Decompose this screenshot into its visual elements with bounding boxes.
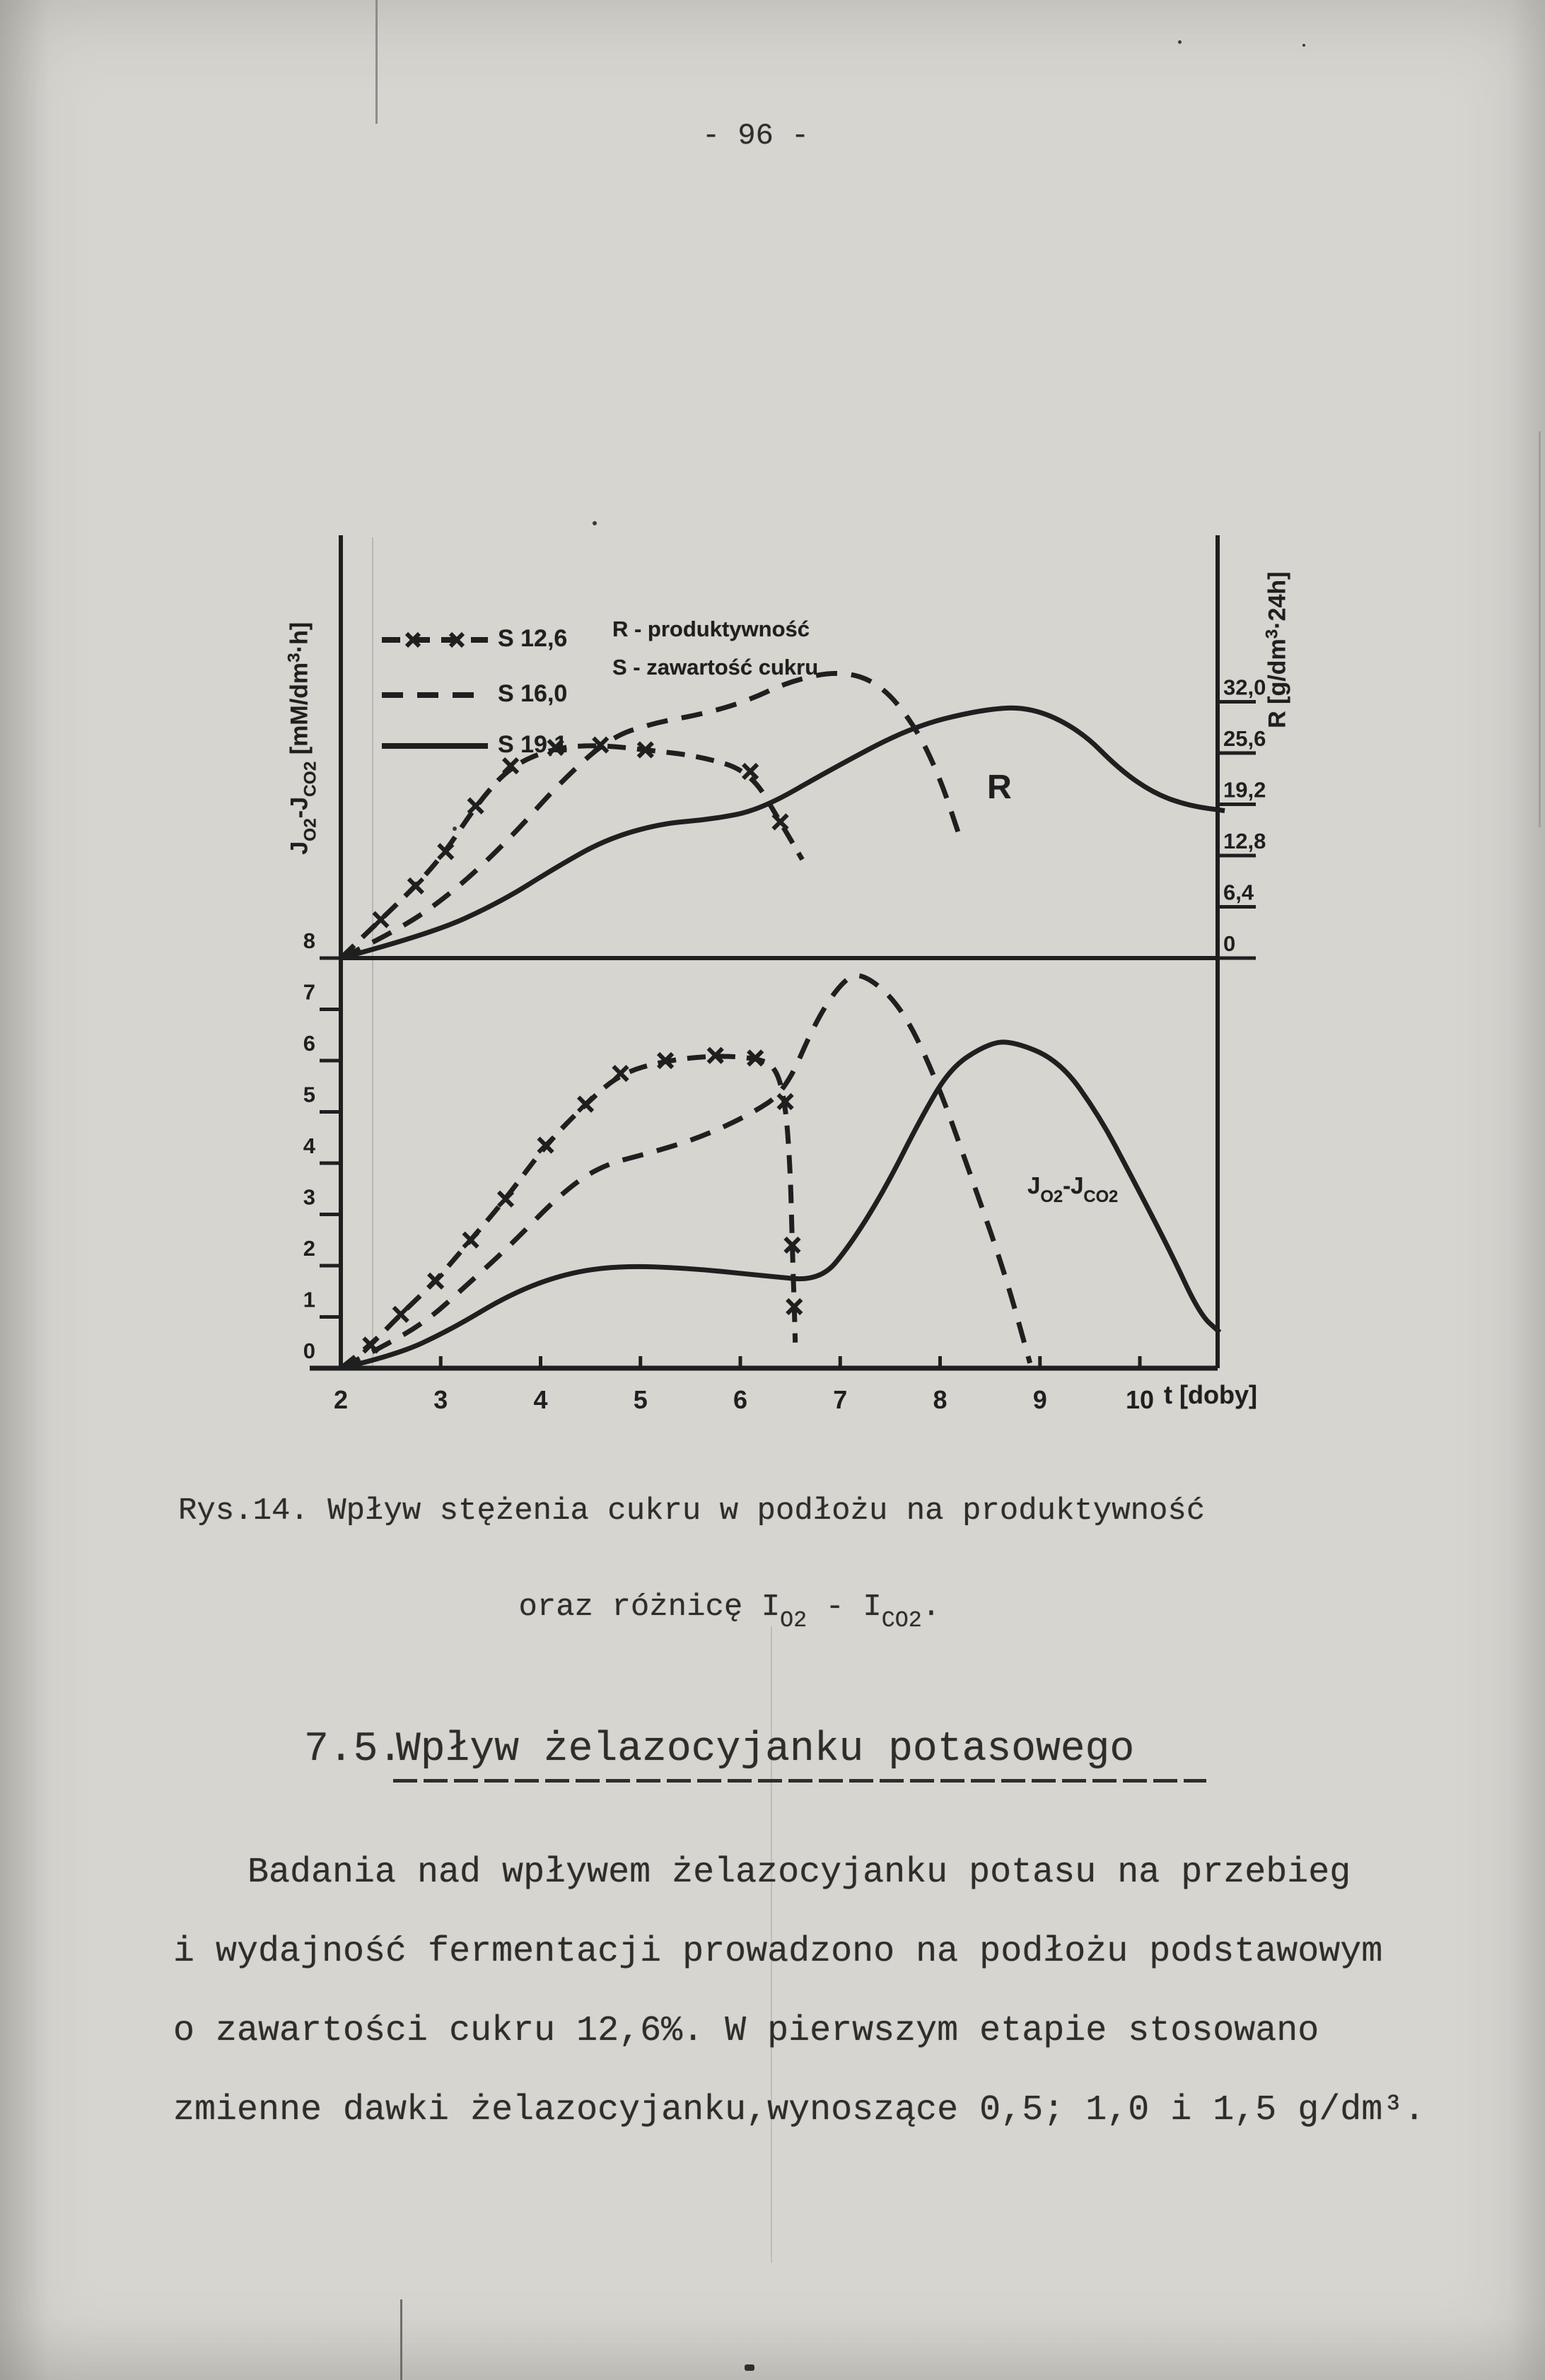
body-line-1: Badania nad wpływem żelazocyjanku potasu na przebieg <box>247 1853 1351 1893</box>
figure-caption-line1: Rys.14. Wpływ stężenia cukru w podłożu na produktywność <box>178 1493 1206 1529</box>
tick-label: 3 <box>303 1184 315 1210</box>
page-number: - 96 - <box>702 119 810 153</box>
body-line-4: zmienne dawki żelazocyjanku,wynoszące 0,5; 1,0 i 1,5 g/dm³. <box>173 2090 1426 2130</box>
tick-label: 8 <box>933 1385 948 1414</box>
tick-label: 7 <box>833 1385 848 1414</box>
legend-label-s126: S 12,6 <box>498 625 568 652</box>
tick-label: 32,0 <box>1223 675 1266 700</box>
r-curve-label: R <box>987 769 1012 806</box>
curve-bottom-S126 <box>341 1056 795 1368</box>
tick-label: 6 <box>303 1031 315 1056</box>
tick-label: 9 <box>1032 1385 1047 1414</box>
legend-note-s: S - zawartość cukru <box>612 655 819 679</box>
tick-label: 6,4 <box>1223 880 1254 905</box>
left-axis-title: $J_{O2}-J_{CO2}$ $[mM/dm^3\cdot h]$ <box>284 622 320 855</box>
tick-label: 10 <box>1125 1385 1155 1414</box>
tick-label: 3 <box>433 1385 448 1414</box>
right-axis-title: R $[g/dm^3\cdot 24h]$ <box>1262 571 1291 728</box>
panel-top <box>341 673 1225 958</box>
legend-sample-markers <box>407 634 463 646</box>
tick-label: 0 <box>1223 931 1236 956</box>
legend-label-s191: S 19,1 <box>498 731 568 758</box>
legend-note-r: R - produktywność <box>612 617 810 641</box>
x-axis-title: t [doby] <box>1164 1380 1257 1409</box>
tick-label: 2 <box>303 1236 315 1261</box>
j-diff-label: $J_{O2}-J_{CO2}$ <box>1027 1172 1119 1206</box>
tick-label: 0 <box>303 1338 315 1363</box>
section-number: 7.5. <box>304 1727 403 1773</box>
tick-label: 2 <box>333 1385 349 1414</box>
tick-label: 6 <box>733 1385 748 1414</box>
body-line-3: o zawartości cukru 12,6%. W pierwszym etapie stosowano <box>173 2011 1319 2051</box>
tick-label: 5 <box>303 1082 315 1107</box>
tick-label: 19,2 <box>1223 777 1266 803</box>
legend-label-s160: S 16,0 <box>498 680 568 707</box>
curve-top-S126 <box>341 746 803 958</box>
tick-label: 12,8 <box>1223 829 1266 853</box>
tick-label: 4 <box>303 1133 315 1158</box>
body-line-2: i wydajność fermentacji prowadzono na podłożu podstawowym <box>173 1932 1383 1972</box>
tick-label: 7 <box>303 979 315 1005</box>
tick-label: 4 <box>533 1385 548 1414</box>
tick-label: 8 <box>303 928 315 953</box>
legend-samples <box>382 634 488 746</box>
curve-bottom-S160 <box>341 976 1030 1368</box>
section-underline <box>393 1779 1206 1783</box>
x-markers-bottom <box>363 1049 801 1353</box>
tick-label: 25,6 <box>1223 726 1266 751</box>
tick-label: 1 <box>303 1287 315 1312</box>
section-title: Wpływ żelazocyjanku potasowego <box>396 1727 1135 1773</box>
curve-top-S160 <box>341 673 960 958</box>
tick-label: 5 <box>633 1385 648 1414</box>
figure-caption-line2: oraz różnicę $I_{O2} - I_{CO2}$. <box>518 1589 941 1633</box>
